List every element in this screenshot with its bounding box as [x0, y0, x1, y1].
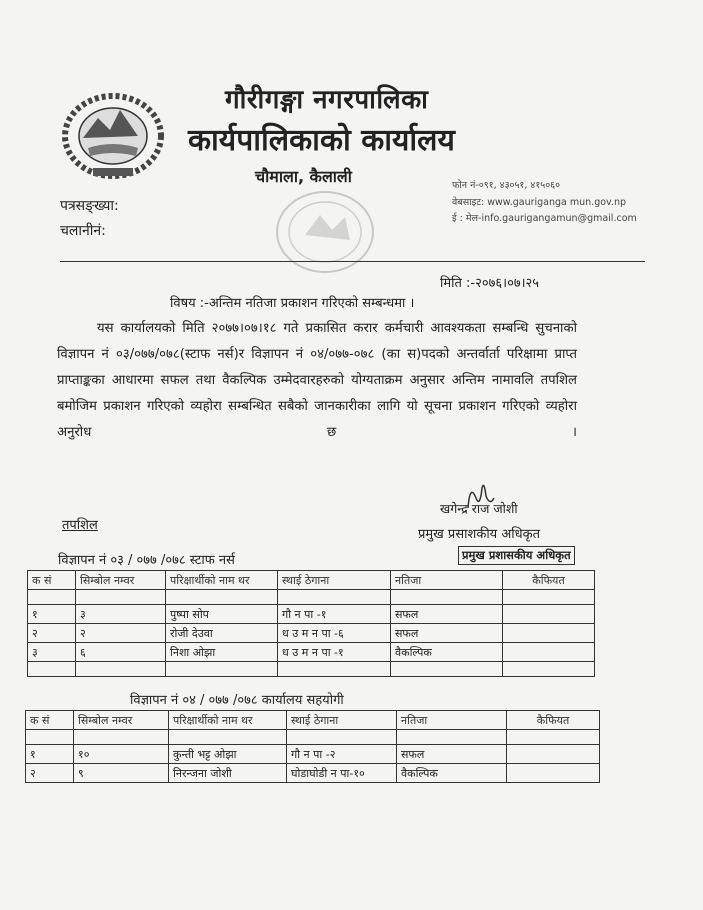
header-name: परिक्षार्थीको नाम थर: [166, 571, 278, 590]
table2-caption: विज्ञापन नं ०४ / ०७७ /०७८ कार्यालय सहयोगी: [130, 693, 344, 708]
cell-remarks: [503, 643, 595, 662]
results-table-staff-nurse: [27, 570, 595, 677]
cell-symbol: ६: [76, 643, 166, 662]
cell-serial: १: [28, 605, 76, 624]
cell-result: सफल: [391, 624, 503, 643]
phone-number: फोन नं-०९१, ४३०५१, ४१५०६०: [452, 180, 561, 191]
header-symbol: सिम्बोल नम्वर: [76, 571, 166, 590]
email-link[interactable]: ई : मेल-info.gaurigangamun@gmail.com: [452, 213, 637, 224]
office-name: कार्यपालिकाको कार्यालय: [188, 123, 455, 158]
cell-remarks: [503, 624, 595, 643]
signatory-title: प्रमुख प्रसाशकीय अधिकृत: [418, 527, 541, 542]
table-row: [28, 624, 595, 643]
cell-result: वैकल्पिक: [397, 764, 507, 783]
table-row: [28, 605, 595, 624]
header-serial: क सं: [28, 571, 76, 590]
cell-remarks: [507, 745, 600, 764]
cell-result: वैकल्पिक: [391, 643, 503, 662]
table-row: [26, 745, 600, 764]
notice-body: [57, 316, 577, 446]
table-header-row: [28, 571, 595, 590]
table-spacer-row: [26, 730, 600, 745]
cell-name: कुन्ती भट्ट ओझा: [169, 745, 287, 764]
cell-result: सफल: [391, 605, 503, 624]
cell-address: गौ न पा -१: [278, 605, 391, 624]
header-address: स्थाई ठेगाना: [278, 571, 391, 590]
cell-symbol: ३: [76, 605, 166, 624]
cell-address: ध उ म न पा -१: [278, 643, 391, 662]
municipality-name: गौरीगङ्गा नगरपालिका: [225, 85, 429, 115]
header-result: नतिजा: [397, 711, 507, 730]
cell-name: रोजी देउवा: [166, 624, 278, 643]
cell-address: ध उ म न पा -६: [278, 624, 391, 643]
notice-subject: विषय :-अन्तिम नतिजा प्रकाशन गरिएको सम्बन्धमा ।: [170, 296, 415, 311]
header-symbol: सिम्बोल नम्वर: [74, 711, 169, 730]
cell-serial: ३: [28, 643, 76, 662]
cell-remarks: [503, 605, 595, 624]
notice-date: मिति :-२०७६।०७।२५: [440, 276, 540, 291]
dispatch-number-label: चलानीनं:: [60, 223, 106, 239]
table-spacer-row: [28, 662, 595, 677]
cell-symbol: २: [76, 624, 166, 643]
results-table-office-assistant: [25, 710, 600, 783]
cell-symbol: १०: [74, 745, 169, 764]
cell-address: गौ न पा -२: [287, 745, 397, 764]
cell-symbol: ९: [74, 764, 169, 783]
tapsil-heading: तपशिल: [62, 518, 98, 533]
header-divider: [60, 261, 645, 262]
table-header-row: [26, 711, 600, 730]
office-seal-icon: [270, 185, 380, 280]
signatory-stamp: प्रमुख प्रशासकीय अधिकृत: [458, 546, 575, 565]
header-remarks: कैफियत: [503, 571, 595, 590]
website-link[interactable]: वेबसाइट: www.gauriganga mun.gov.np: [452, 197, 626, 208]
reference-number-label: पत्रसङ्ख्या:: [60, 198, 119, 214]
header-address: स्थाई ठेगाना: [287, 711, 397, 730]
cell-name: निशा ओझा: [166, 643, 278, 662]
cell-remarks: [507, 764, 600, 783]
cell-serial: १: [26, 745, 74, 764]
cell-serial: २: [26, 764, 74, 783]
header-serial: क सं: [26, 711, 74, 730]
table-row: [28, 643, 595, 662]
header-remarks: कैफियत: [507, 711, 600, 730]
nepal-emblem-icon: [58, 88, 168, 183]
header-result: नतिजा: [391, 571, 503, 590]
office-location: चौमाला, कैलाली: [255, 167, 352, 186]
cell-name: पुष्पा सोप: [166, 605, 278, 624]
cell-result: सफल: [397, 745, 507, 764]
table-row: [26, 764, 600, 783]
notice-body-text: यस कार्यालयको मिति २०७७।०७।१८ गते प्रकासित करार कर्मचारी आवश्यकता सम्बन्धि सुचनाको विज्ञापन नं ०३/०७७/०७८(स्टाफ नर्स)र विज्ञापन नं ०४/०७७-०७८ (का स)पदको अन्तर्वार्ता परिक्षामा प्राप्त प्राप्ताङ्कका आधारमा सफल तथा वैकल्पिक उम्मेदवारहरुको योग्यताक्रम अनुसार अन्तिम नामावलि तपशिल बमोजिम प्रकाशन गरिएको व्यहोरा सम्बन्धित सबैको जानकारीका लागि यो सूचना प्रकाशन गरिएको व्यहोरा अनुरोध छ ।: [57, 321, 577, 440]
signatory-name: खगेन्द्र राज जोशी: [440, 501, 518, 516]
table-spacer-row: [28, 590, 595, 605]
table1-caption: विज्ञापन नं ०३ / ०७७ /०७८ स्टाफ नर्स: [58, 553, 235, 568]
cell-name: निरन्जना जोशी: [169, 764, 287, 783]
header-name: परिक्षार्थीको नाम थर: [169, 711, 287, 730]
cell-serial: २: [28, 624, 76, 643]
cell-address: घोडाघोडी न पा-१०: [287, 764, 397, 783]
